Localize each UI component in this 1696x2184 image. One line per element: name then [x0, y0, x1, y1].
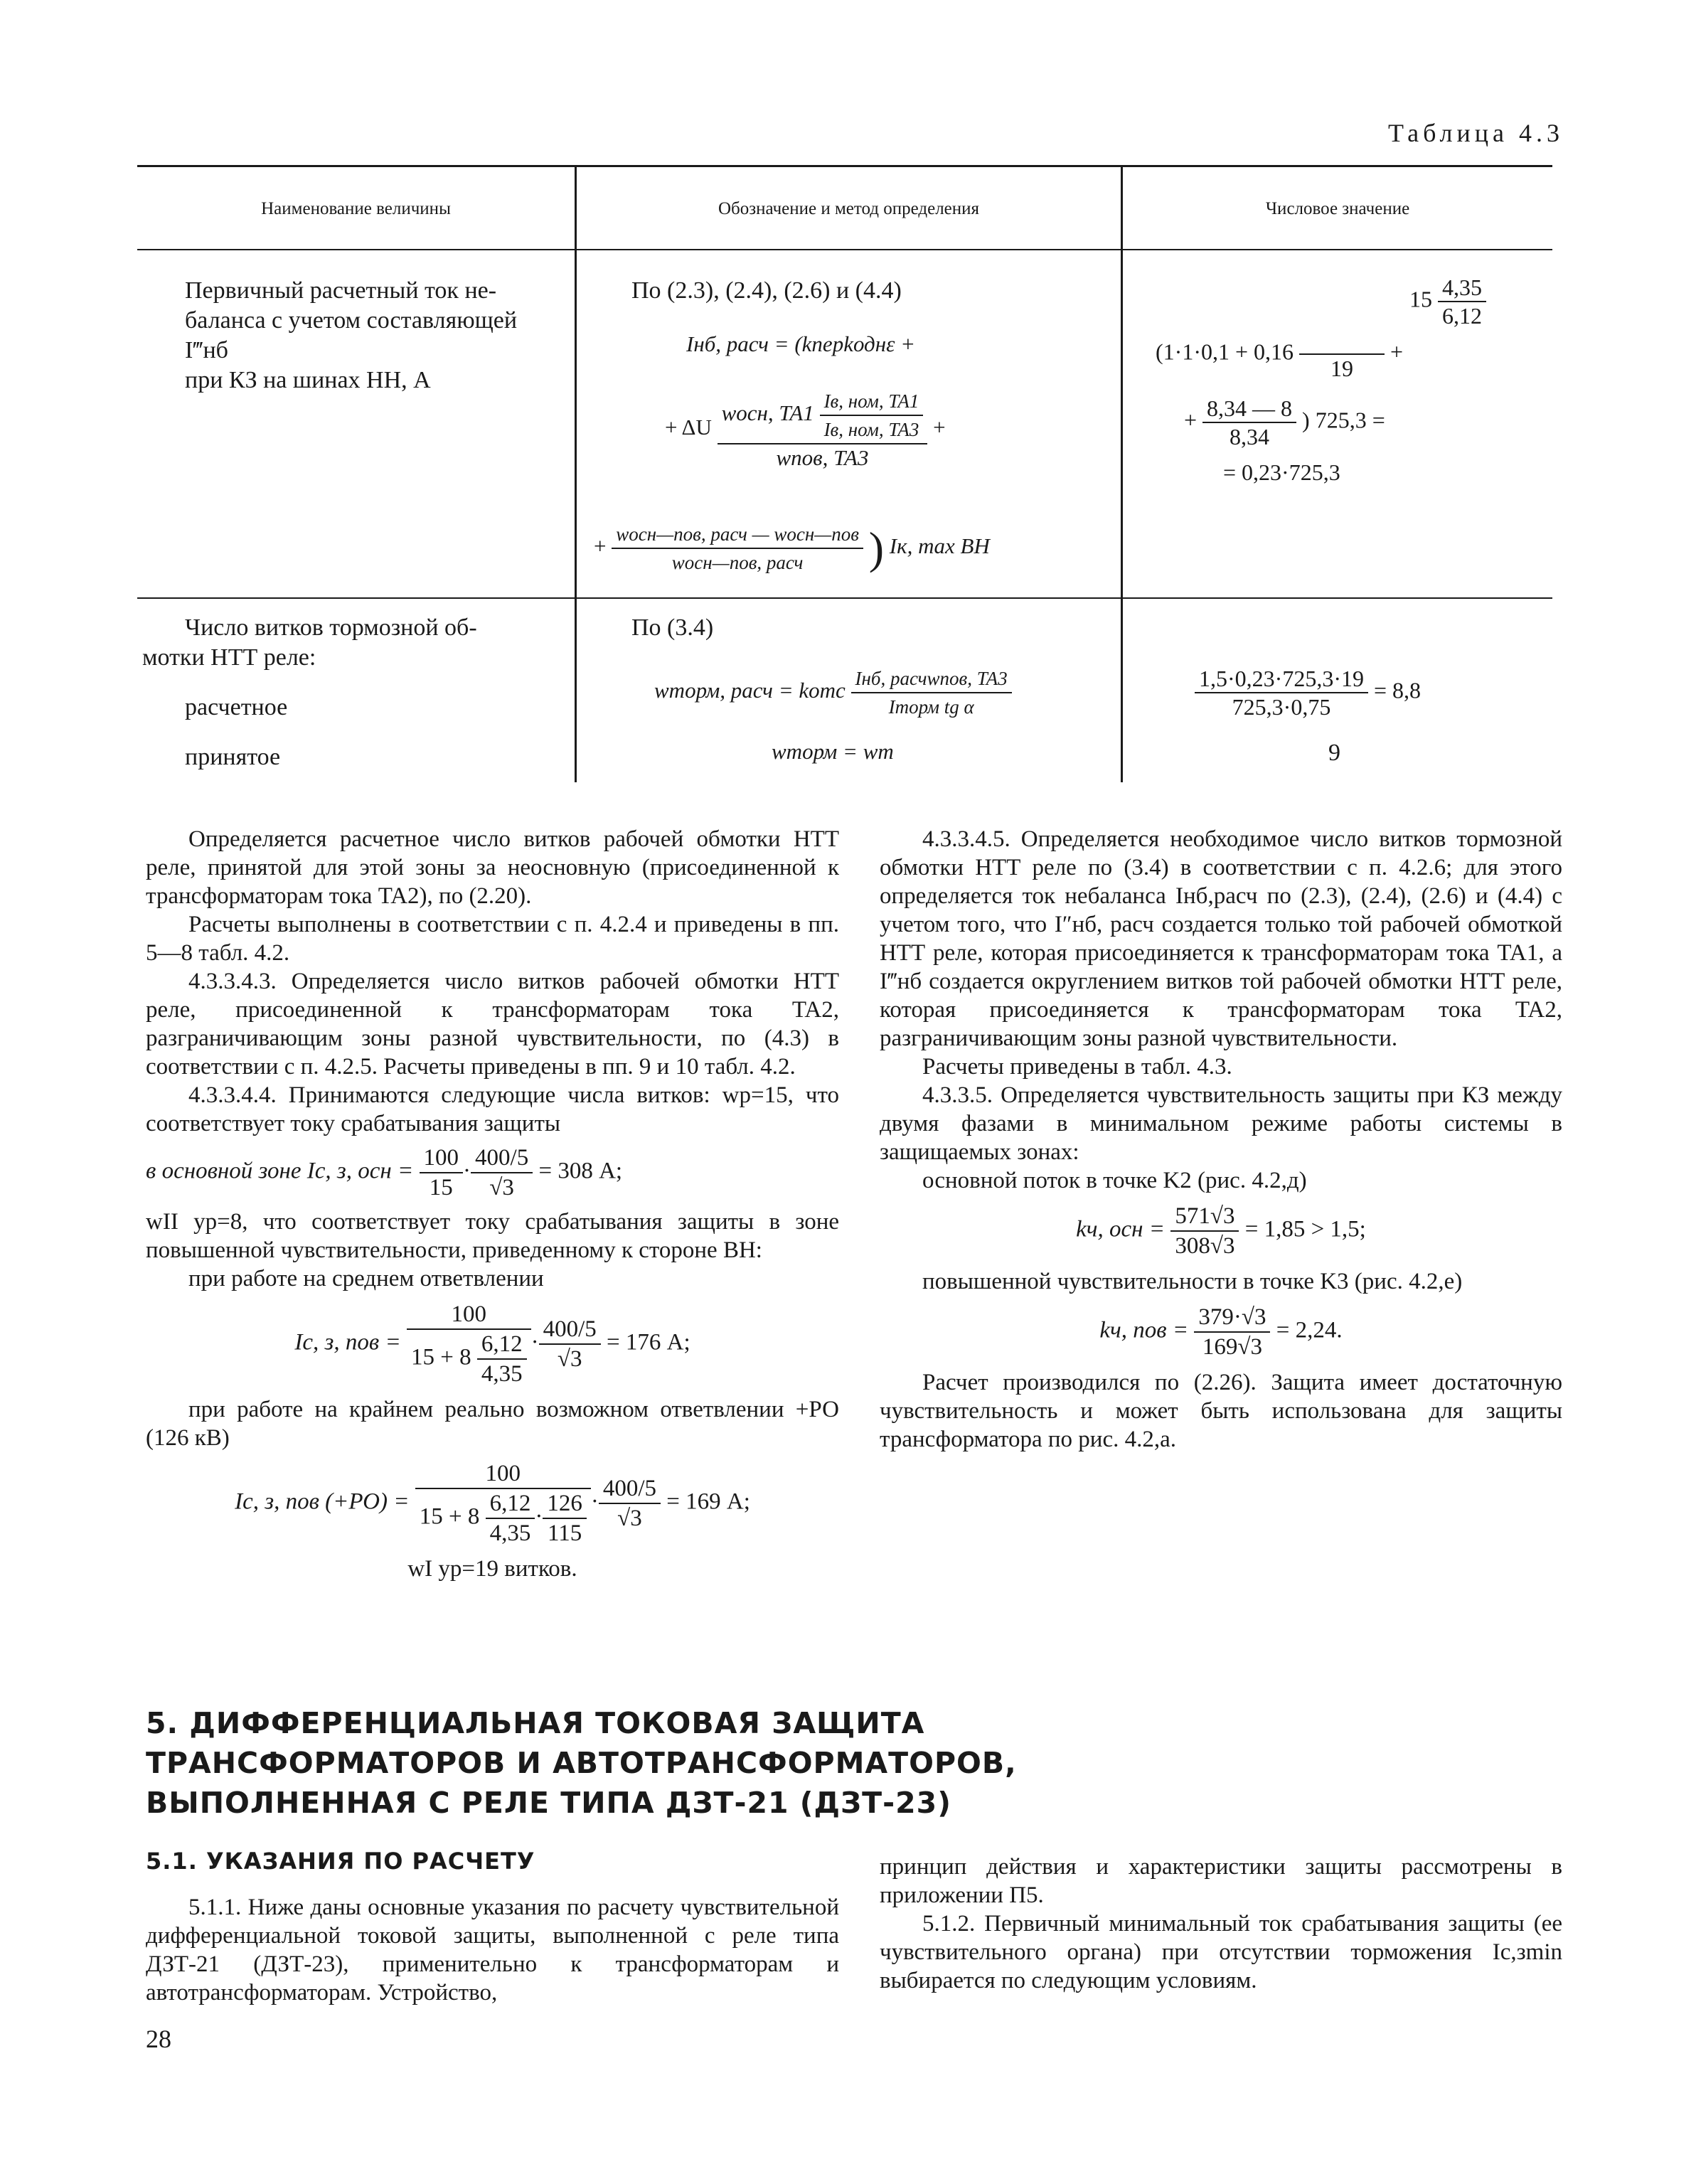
- value-line-3: = 0,23·725,3: [1223, 459, 1340, 485]
- eq-result: = 2,24.: [1276, 1317, 1343, 1343]
- value-line-1-fraction: [1299, 326, 1385, 382]
- section-right-column: [880, 1853, 1562, 1995]
- inner-denominator: Iв, ном, TA3: [823, 419, 919, 440]
- right-paragraph-4: основной поток в точке K2 (рис. 4.2,д): [922, 1168, 1307, 1193]
- left-paragraph-6: при работе на среднем ответвлении: [188, 1266, 544, 1291]
- calc-numerator: Iнб, расчwпов, TA3: [851, 665, 1012, 693]
- numerator-prefix: wосн, TA1: [721, 400, 814, 426]
- formula-suffix: Iк, max ВН: [889, 533, 990, 559]
- left-paragraph-8: wI ур=19 витков.: [407, 1556, 577, 1582]
- row1-method-formula-fraction-1: [665, 388, 946, 472]
- table-header-method: Обозначение и метод определения: [718, 199, 980, 218]
- value-line-2: [1156, 395, 1543, 450]
- eq-result: = 308 А;: [538, 1158, 623, 1184]
- right-paragraph-1: 4.3.3.4.5. Определяется необходимое число витков тормозной обмотки НТТ реле по (3.4) в соответствии с п. 4.2.6; для этого определяется ток небаланса Iнб,расч по (2.3), (2.4), (2.6) и (4.4) с учетом того, что I″нб, расч создается только той рабочей обмоткой НТТ реле, которая присоединяется к трансформаторам тока TA1, а I‴нб создается округлением витков той рабочей обмотки НТТ реле, которая присоединяется к трансформаторам тока TA2, разграничивающим зоны разной чувствительности.: [880, 826, 1562, 1051]
- right-paragraph-3: 4.3.3.5. Определяется чувствительность защиты при КЗ между двумя фазами в минимальном режиме работы системы в защищаемых зонах:: [880, 1082, 1562, 1165]
- eq-result: = 176 А;: [607, 1329, 690, 1355]
- inner-fraction: [820, 388, 924, 443]
- calc-fraction: [851, 665, 1012, 720]
- table-row-2-method-ref: По (3.4): [631, 614, 714, 641]
- formula-prefix: + ΔU: [665, 415, 712, 440]
- eq-num-2: 400/5: [471, 1144, 533, 1173]
- plus-sign: +: [1184, 407, 1198, 433]
- eq-fraction-2: [471, 1144, 533, 1202]
- value-top-number: 15: [1409, 286, 1432, 312]
- eq-den-prefix: 15 + 8: [419, 1503, 480, 1530]
- value-calc-fraction: [1195, 665, 1368, 720]
- fraction-denominator: wосн—пов, расч: [671, 552, 804, 573]
- eq-lhs: kч, пов =: [1099, 1317, 1189, 1343]
- value-line-2-den: 8,34: [1230, 424, 1270, 449]
- fraction-numerator: [718, 388, 928, 444]
- left-equation-1: в основной зоне Iс, з, осн = $\frac{100}{15}$ · $\frac{400/5}{√3}$ = 308 А;: [146, 1145, 623, 1200]
- eq-den-fraction-den: 4,35: [481, 1361, 523, 1387]
- eq-lhs: в основной зоне Iс, з, осн =: [146, 1158, 414, 1184]
- eq-lhs: Iс, з, пов =: [294, 1329, 401, 1355]
- value-line-1-prefix: (1·1·0,1 + 0,16: [1156, 339, 1294, 365]
- row1-name-line-1: Первичный расчетный ток не-: [185, 277, 497, 304]
- table-row-1-name: [185, 276, 562, 395]
- value-line-1-num: [1299, 326, 1385, 355]
- eq-den-2: √3: [489, 1175, 514, 1200]
- section-left-paragraph: 5.1.1. Ниже даны основные указания по расчету чувствительной дифференциальной токовой защиты, выполненной с реле типа ДЗТ-21 (ДЗТ-23), применительно к трансформаторам и автотрансформаторам. Устройство,: [146, 1895, 839, 2005]
- formula-text: Iнб, расч = (kперkоднε +: [686, 331, 915, 356]
- table-header-value: Числовое значение: [1265, 199, 1410, 218]
- inner-numerator: Iв, ном, TA1: [820, 388, 924, 416]
- plus-sign: +: [594, 533, 607, 559]
- eq-den-2: √3: [557, 1346, 582, 1372]
- row2-name-line-3: расчетное: [185, 694, 288, 720]
- table-column-divider-2: [1121, 167, 1123, 782]
- left-paragraph-4: 4.3.3.4.4. Принимаются следующие числа витков: wр=15, что соответствует току срабатывания защиты: [146, 1082, 839, 1136]
- table-header-rule: [137, 249, 1552, 250]
- value-line-2-fraction: [1202, 395, 1296, 450]
- right-equation-2: [880, 1303, 1562, 1361]
- left-paragraph-7: при работе на крайнем реально возможном ответвлении +РО (126 кВ): [146, 1397, 839, 1451]
- fraction: [718, 388, 928, 472]
- eq-num: 100: [420, 1144, 464, 1173]
- left-equation-3: Iс, з, пов (+РО) = 100 15 + 8 $\frac{6,12}{4,35}$ · $\frac{126}{115}$ · $\frac{400/5}{√3}$ = 169 А;: [235, 1461, 750, 1546]
- left-paragraph-2: Расчеты выполнены в соответствии с п. 4.2.4 и приведены в пп. 5—8 табл. 4.2.: [146, 912, 839, 966]
- right-equation-1: [880, 1202, 1562, 1260]
- eq-den-2: √3: [617, 1506, 642, 1531]
- row1-name-line-2: баланса с учетом составляющей I‴нб: [185, 307, 518, 363]
- eq-den: 169√3: [1202, 1334, 1262, 1360]
- section-right-paragraph-2: 5.1.2. Первичный минимальный ток срабатывания защиты (ее чувствительного органа) при отсутствии торможения Iс,зmin выбирается по следующим условиям.: [880, 1911, 1562, 1993]
- fraction: [612, 521, 863, 576]
- value-line-1-suffix: +: [1390, 339, 1404, 365]
- row2-name-line-4: принятое: [185, 744, 281, 770]
- value-line-2-num: 8,34 — 8: [1202, 395, 1296, 423]
- section-heading: 5. ДИФФЕРЕНЦИАЛЬНАЯ ТОКОВАЯ ЗАЩИТА ТРАНСФОРМАТОРОВ И АВТОТРАНСФОРМАТОРОВ, ВЫПОЛНЕННАЯ С РЕЛЕ ТИПА ДЗТ-21 (ДЗТ-23): [146, 1706, 1017, 1820]
- calc-lhs: wторм, расч = kотс: [654, 678, 846, 703]
- row2-value-calc: [1195, 665, 1421, 720]
- eq-result: = 169 А;: [666, 1488, 750, 1515]
- left-column: [146, 825, 839, 1583]
- section-right-paragraph-1: принцип действия и характеристики защиты рассмотрены в приложении П5.: [880, 1854, 1562, 1908]
- row2-method-accepted: wторм = wт: [772, 739, 894, 764]
- eq-den-fraction-2: [543, 1489, 587, 1548]
- right-paragraph-6: Расчет производился по (2.26). Защита имеет достаточную чувствительность и может быть использована для защиты трансформатора по рис. 4.2,а.: [880, 1370, 1562, 1452]
- eq-den: [407, 1330, 531, 1388]
- section-subheading: 5.1. УКАЗАНИЯ ПО РАСЧЕТУ: [146, 1848, 535, 1875]
- eq-den-fraction: [477, 1330, 527, 1388]
- table-row-divider: [137, 597, 1552, 599]
- eq-den-prefix: 15 + 8: [410, 1344, 471, 1370]
- eq-den-fraction-2-den: 115: [547, 1520, 582, 1546]
- eq-fraction-2: [599, 1474, 661, 1533]
- row2-name-line-1: Число витков тормозной об-: [185, 614, 477, 641]
- right-paragraph-5: повышенной чувствительности в точке K3 (рис. 4.2,е): [922, 1269, 1463, 1294]
- formula-suffix: +: [933, 415, 946, 440]
- eq-fraction: [1170, 1202, 1239, 1260]
- row1-value-formula: [1156, 274, 1543, 486]
- left-paragraph-5: wII ур=8, что соответствует току срабатывания защиты в зоне повышенной чувствительности, приведенному к стороне ВН:: [146, 1209, 839, 1263]
- eq-num-2: 400/5: [599, 1474, 661, 1504]
- fraction-denominator: wпов, TA3: [776, 445, 869, 470]
- eq-num: 100: [415, 1459, 591, 1489]
- calc-denominator: Iторм tg α: [888, 696, 974, 718]
- eq-den-fraction-num: 6,12: [477, 1330, 527, 1360]
- page-number: 28: [146, 2025, 171, 2053]
- row2-value-accepted: 9: [1328, 740, 1340, 766]
- table-column-divider-1: [575, 167, 577, 782]
- left-paragraph-3: 4.3.3.4.3. Определяется число витков рабочей обмотки НТТ реле, присоединенной к трансформаторам тока TA2, разграничивающим зоны разной чувствительности, по (4.3) в соответствии с п. 4.2.5. Расчеты приведены в пп. 9 и 10 табл. 4.2.: [146, 969, 839, 1080]
- eq-result: = 1,85 > 1,5;: [1244, 1216, 1366, 1242]
- eq-den-fraction-1: [486, 1489, 535, 1548]
- right-column: [880, 825, 1562, 1454]
- eq-fraction: [1194, 1303, 1270, 1361]
- left-equation-2: Iс, з, пов = 100 15 + 8 $\frac{6,12}{4,35}$ · $\frac{400/5}{√3}$ = 176 А;: [294, 1301, 690, 1387]
- value-calc-num: 1,5·0,23·725,3·19: [1195, 665, 1368, 693]
- table-row-2-name: [142, 613, 562, 772]
- eq-lhs: Iс, з, пов (+РО) =: [235, 1488, 410, 1515]
- value-top-fraction: [1438, 274, 1486, 329]
- value-calc-result: = 8,8: [1373, 677, 1422, 703]
- row1-method-formula-line-1: [686, 331, 915, 358]
- table-header-name: Наименование величины: [261, 199, 451, 218]
- value-line-2-suffix: ) 725,3 =: [1302, 407, 1385, 433]
- table-row-1-method-ref: По (2.3), (2.4), (2.6) и (4.4): [631, 277, 902, 304]
- fraction-numerator: wосн—пов, расч — wосн—пов: [612, 521, 863, 549]
- section-left-column: [146, 1893, 839, 2007]
- eq-den: 15 + 8 $\frac{6,12}{4,35}$ · $\frac{126}{115}$: [415, 1489, 591, 1548]
- eq-lhs: kч, осн =: [1076, 1216, 1166, 1242]
- closing-paren: ): [868, 523, 885, 573]
- eq-num: 379·√3: [1194, 1303, 1270, 1333]
- eq-den: 15: [429, 1175, 453, 1200]
- row2-name-line-2: мотки НТТ реле:: [142, 644, 316, 671]
- eq-den-fraction-2-num: 126: [543, 1489, 587, 1519]
- right-paragraph-2: Расчеты приведены в табл. 4.3.: [922, 1054, 1232, 1080]
- eq-fraction: [420, 1144, 464, 1202]
- value-top: [1156, 274, 1543, 329]
- table-top-rule: [137, 165, 1552, 167]
- eq-den-fraction-1-num: 6,12: [486, 1489, 535, 1519]
- value-line-1-den: 19: [1330, 356, 1354, 381]
- row1-name-line-3: при КЗ на шинах НН, А: [185, 367, 431, 393]
- table-caption: Таблица 4.3: [1388, 119, 1564, 147]
- value-line-1: [1156, 326, 1543, 382]
- row2-method-calc: [654, 665, 1012, 720]
- value-top-fraction-den: 6,12: [1442, 303, 1482, 329]
- eq-num: 571√3: [1170, 1202, 1239, 1232]
- eq-den-fraction-1-den: 4,35: [489, 1520, 531, 1546]
- row1-method-formula-fraction-2: [594, 521, 990, 576]
- value-calc-den: 725,3·0,75: [1232, 694, 1331, 720]
- eq-fraction: [407, 1300, 531, 1388]
- eq-fraction: [415, 1459, 591, 1548]
- value-top-fraction-num: 4,35: [1438, 274, 1486, 302]
- eq-num: 100: [407, 1300, 531, 1330]
- eq-num-2: 400/5: [539, 1315, 601, 1345]
- eq-den: 308√3: [1175, 1233, 1235, 1259]
- eq-fraction-2: [539, 1315, 601, 1373]
- left-paragraph-1: Определяется расчетное число витков рабочей обмотки НТТ реле, принятой для этой зоны за неосновную (присоединенной к трансформаторам тока TA2), по (2.20).: [146, 826, 839, 909]
